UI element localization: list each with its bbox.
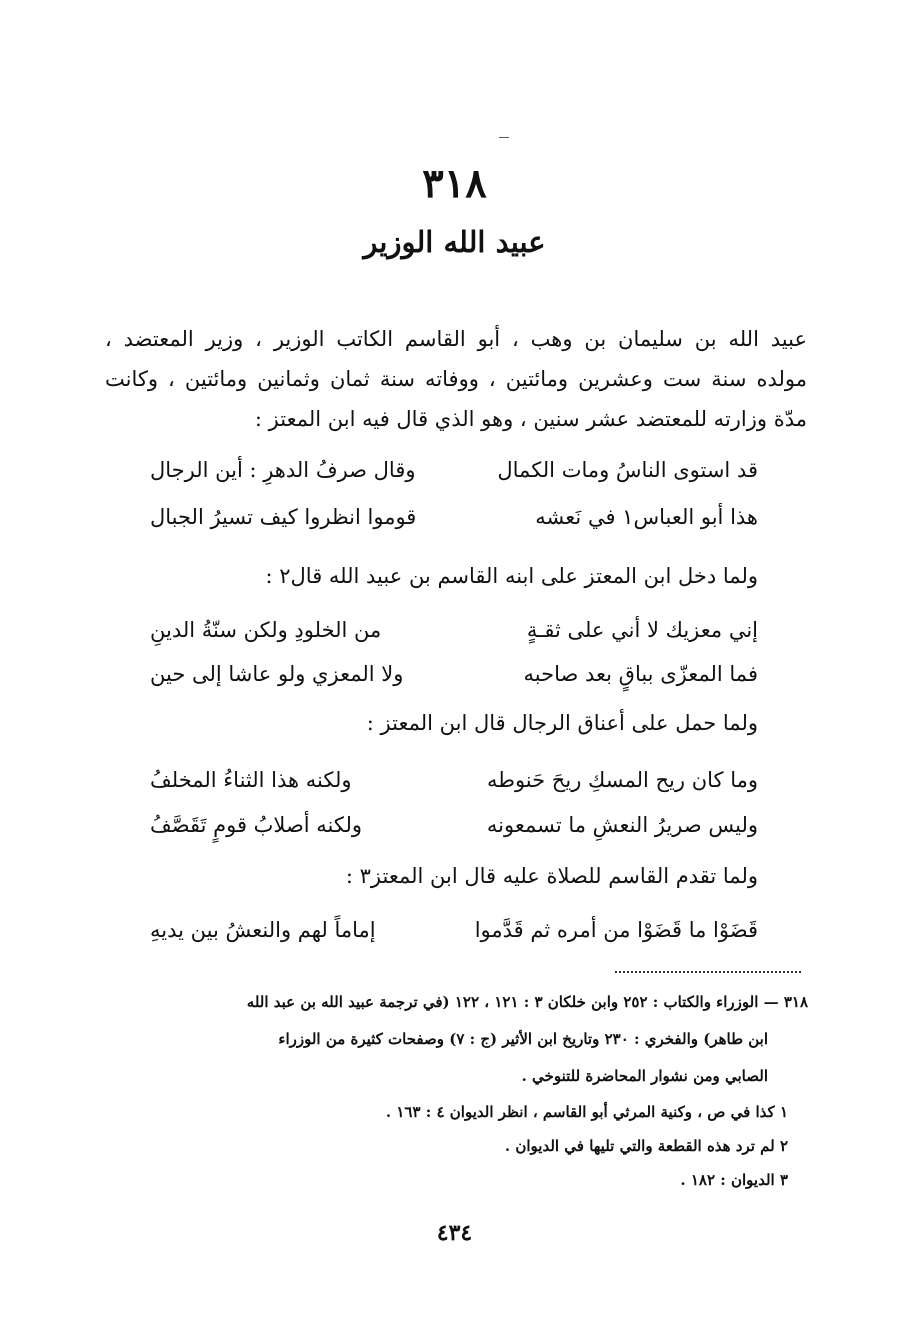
verse-first-hemistich: وما كان ريح المسكِ ريحَ حَنوطه <box>486 768 758 792</box>
verse-first-hemistich: قد استوى الناسُ ومات الكمال <box>497 458 758 482</box>
verse-second-hemistich: ولكنه هذا الثناءُ المخلفُ <box>150 768 352 792</box>
verse-first-hemistich: قَضَوْا ما قَضَوْا من أمره ثم قَدَّموا <box>474 918 758 942</box>
verse-first-hemistich: وليس صريرُ النعشِ ما تسمعونه <box>486 813 758 837</box>
verse-second-hemistich: ولا المعزي ولو عاشا إلى حين <box>150 662 404 686</box>
prose-line: مدّة وزارته للمعتضد عشر سنين ، وهو الذي قال فيه ابن المعتز : <box>254 407 807 431</box>
verse-line <box>150 910 758 950</box>
verse-intro: ولما حمل على أعناق الرجال قال ابن المعتز : <box>366 711 758 735</box>
footnote-main-line: الصابي ومن نشوار المحاضرة للتنوخي . <box>521 1067 768 1085</box>
verse-intro: ولما دخل ابن المعتز على ابنه القاسم بن عبيد الله قال٢ : <box>265 564 758 588</box>
footnote-separator <box>615 971 801 973</box>
verse-second-hemistich: ولكنه أصلابُ قومٍ تَقَصَّفُ <box>150 813 363 837</box>
entry-title: عبيد الله الوزير <box>363 225 546 259</box>
prose-line: مولده سنة ست وعشرين ومائتين ، ووفاته سنة ثمان وثمانين ومائتين ، وكانت <box>105 367 807 391</box>
footnote-note: ٢ لم ترد هذه القطعة والتي تليها في الديوان . <box>504 1137 788 1155</box>
verse-first-hemistich: إني معزيك لا أني على ثقـةٍ <box>526 618 758 642</box>
verse-line <box>150 610 758 650</box>
verse-line <box>150 654 758 694</box>
verse-line <box>150 497 758 537</box>
top-dash-mark <box>499 137 509 138</box>
verse-line <box>150 805 758 845</box>
verse-second-hemistich: إماماً لهم والنعشُ بين يديهِ <box>150 918 376 942</box>
entry-number: ٣١٨ <box>422 160 487 207</box>
footnote-main-line: ابن طاهر) والفخري : ٢٣٠ وتاريخ ابن الأثير (ج : ٧) وصفحات كثيرة من الوزراء <box>278 1030 768 1048</box>
verse-line <box>150 760 758 800</box>
verse-line <box>150 450 758 490</box>
footnote-main-line: ٣١٨ — الوزراء والكتاب : ٢٥٢ وابن خلكان ٣ : ١٢١ ، ١٢٢ (في ترجمة عبيد الله بن عبد الله <box>246 993 808 1011</box>
verse-second-hemistich: من الخلودِ ولكن سنّةُ الدينِ <box>150 618 382 642</box>
verse-second-hemistich: قوموا انظروا كيف تسيرُ الجبال <box>150 505 417 529</box>
page-number: ٤٣٤ <box>436 1220 473 1246</box>
verse-intro: ولما تقدم القاسم للصلاة عليه قال ابن المعتز٣ : <box>345 864 758 888</box>
footnote-note: ٣ الديوان : ١٨٢ . <box>680 1171 788 1189</box>
footnote-note: ١ كذا في ص ، وكنية المرثي أبو القاسم ، انظر الديوان ٤ : ١٦٣ . <box>385 1103 788 1121</box>
verse-second-hemistich: وقال صرفُ الدهرِ : أين الرجال <box>150 458 416 482</box>
prose-line: عبيد الله بن سليمان بن وهب ، أبو القاسم الكاتب الوزير ، وزير المعتضد ، <box>105 327 807 351</box>
verse-first-hemistich: فما المعزّى بباقٍ بعد صاحبه <box>523 662 758 686</box>
verse-first-hemistich: هذا أبو العباس١ في نَعشه <box>535 505 758 529</box>
